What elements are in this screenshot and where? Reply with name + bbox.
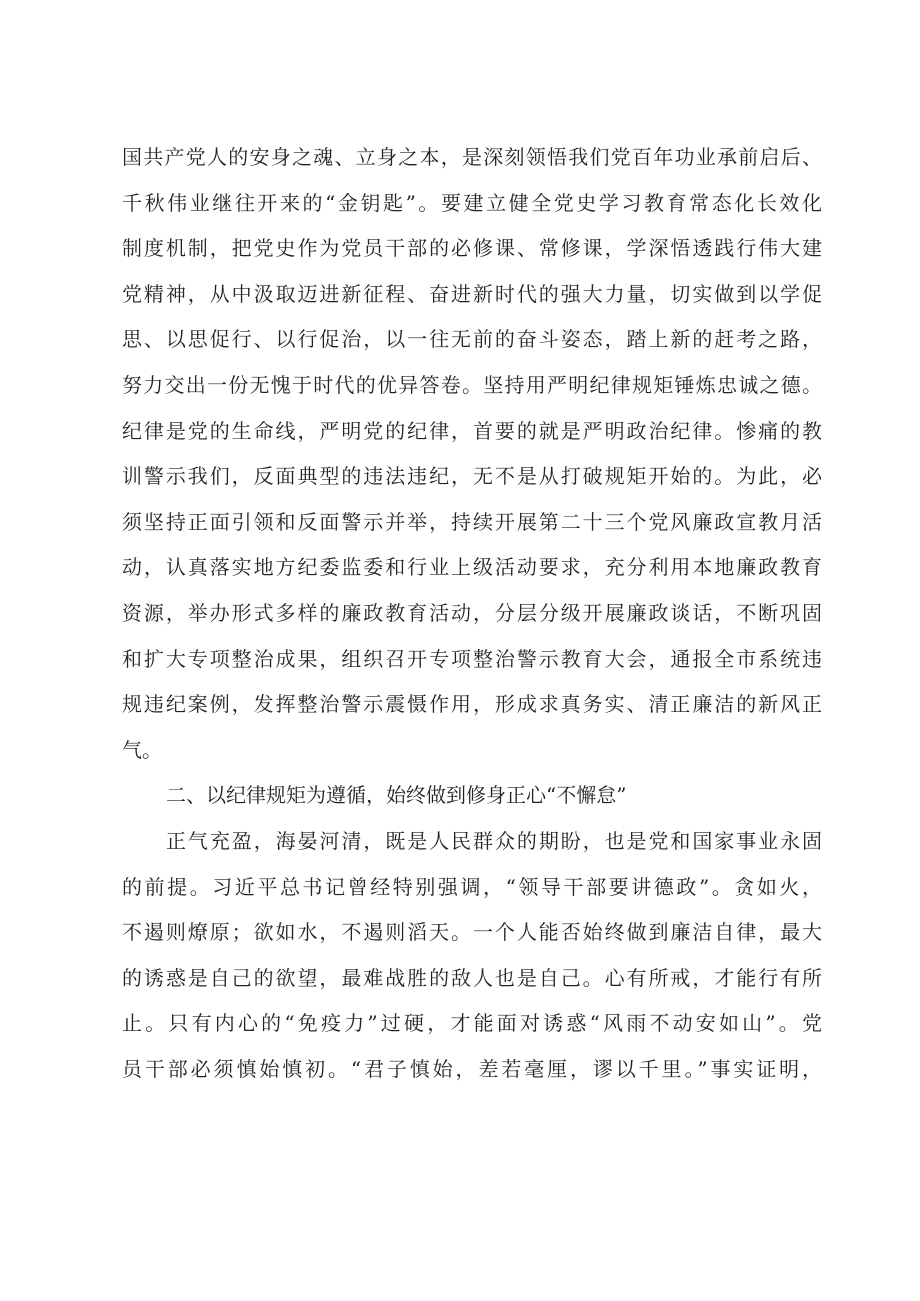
paragraph-line: 千秋伟业继往开来的“金钥匙”。要建立健全党史学习教育常态化长效化 — [122, 190, 822, 215]
paragraph-1 — [122, 135, 822, 773]
paragraph-line: 训警示我们，反面典型的违法违纪，无不是从打破规矩开始的。为此，必 — [122, 464, 822, 489]
paragraph-line: 努力交出一份无愧于时代的优异答卷。坚持用严明纪律规矩锤炼忠诚之德。 — [122, 372, 822, 397]
paragraph-line: 的前提。习近平总书记曾经特别强调，“领导干部要讲德政”。贪如火， — [122, 874, 822, 899]
paragraph-line: 和扩大专项整治成果，组织召开专项整治警示教育大会，通报全市系统违 — [122, 646, 822, 671]
document-body — [122, 135, 822, 1092]
paragraph-line: 员干部必须慎始慎初。“君子慎始，差若毫厘，谬以千里。”事实证明， — [122, 1056, 822, 1081]
paragraph-line: 的诱惑是自己的欲望，最难战胜的敌人也是自己。心有所戒，才能行有所 — [122, 965, 822, 990]
paragraph-line: 不遏则燎原；欲如水，不遏则滔天。一个人能否始终做到廉洁自律，最大 — [122, 920, 822, 945]
paragraph-line: 党精神，从中汲取迈进新征程、奋进新时代的强大力量，切实做到以学促 — [122, 281, 822, 306]
paragraph-line: 须坚持正面引领和反面警示并举，持续开展第二十三个党风廉政宣教月活 — [122, 509, 822, 534]
paragraph-2 — [122, 819, 822, 1093]
paragraph-line: 思、以思促行、以行促治，以一往无前的奋斗姿态，踏上新的赶考之路， — [122, 327, 822, 352]
paragraph-line: 动，认真落实地方纪委监委和行业上级活动要求，充分利用本地廉政教育 — [122, 555, 822, 580]
paragraph-line: 制度机制，把党史作为党员干部的必修课、常修课，学深悟透践行伟大建 — [122, 236, 822, 261]
paragraph-line: 纪律是党的生命线，严明党的纪律，首要的就是严明政治纪律。惨痛的教 — [122, 418, 822, 443]
paragraph-line: 正气充盈，海晏河清，既是人民群众的期盼，也是党和国家事业永固 — [166, 828, 822, 853]
section-heading: 二、以纪律规矩为遵循，始终做到修身正心“不懈怠” — [166, 783, 627, 808]
paragraph-line: 国共产党人的安身之魂、立身之本，是深刻领悟我们党百年功业承前启后、 — [122, 145, 822, 169]
paragraph-line: 气。 — [122, 737, 162, 762]
paragraph-line: 规违纪案例，发挥整治警示震慑作用，形成求真务实、清正廉洁的新风正 — [122, 692, 822, 717]
paragraph-line: 资源，举办形式多样的廉政教育活动，分层分级开展廉政谈话，不断巩固 — [122, 600, 822, 625]
paragraph-line: 止。只有内心的“免疫力”过硬，才能面对诱惑“风雨不动安如山”。党 — [122, 1011, 822, 1036]
